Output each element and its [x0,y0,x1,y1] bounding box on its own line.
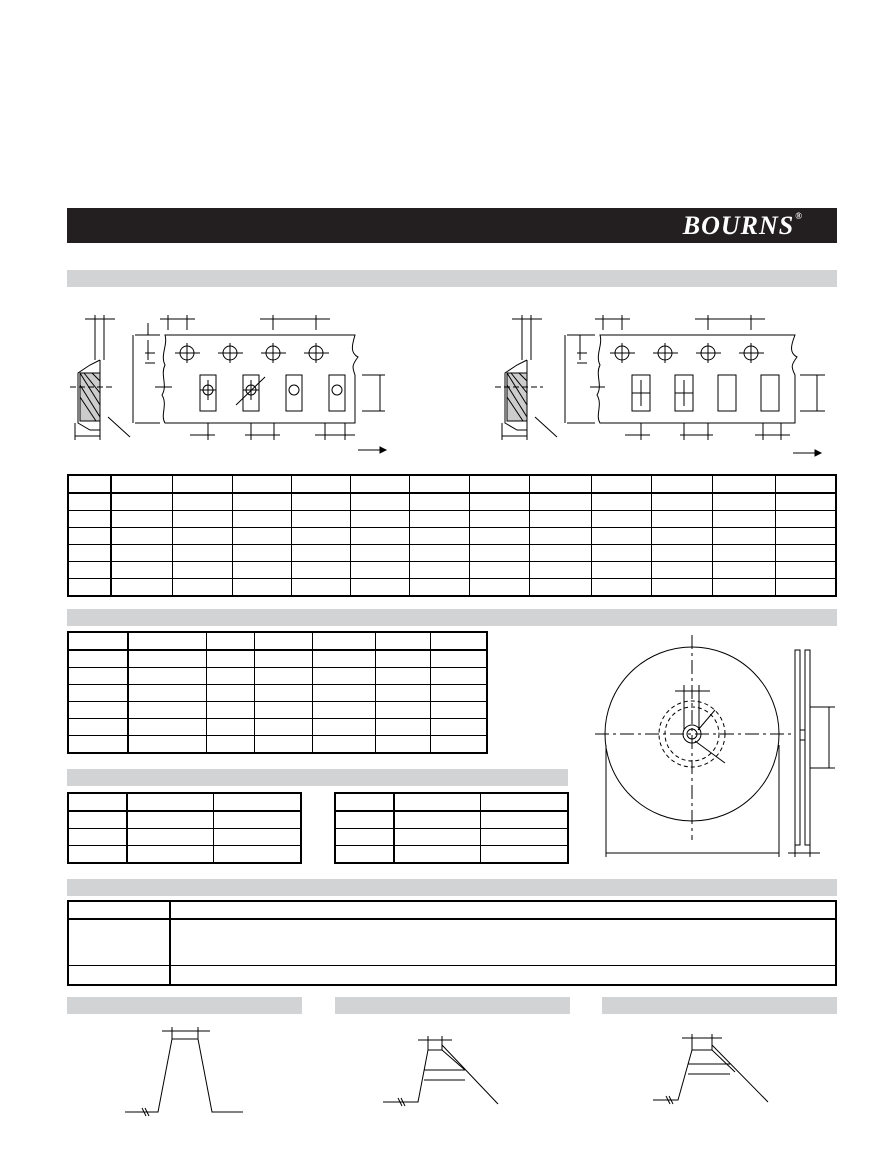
table-row [68,493,836,511]
section-band-profile-3 [602,997,837,1014]
table-row [68,919,836,966]
table-row [68,719,487,736]
table-row [68,811,301,829]
table-row [68,966,836,986]
table-row [68,632,487,650]
table-row [68,668,487,685]
quantity-table-left [67,792,302,864]
registered-mark: ® [795,211,803,221]
logo-text: BOURNS [682,211,795,240]
table-row [68,793,301,811]
table-row [68,511,836,528]
carrier-tape-drawing-right [485,305,835,465]
profile-drawing-3 [650,1030,780,1115]
section-band-notes [67,879,837,896]
section-band-profile-2 [335,997,570,1014]
table-row [335,793,568,811]
table-row [68,829,301,846]
bourns-logo [683,211,803,241]
tape-dimension-table [67,474,837,597]
reel-dimension-table [67,631,488,754]
table-row [68,528,836,545]
notes-table [67,900,837,986]
table-row [68,685,487,702]
profile-drawing-2 [380,1030,510,1115]
section-band-packaging-quantity [67,769,568,786]
table-row [68,650,487,668]
table-row [68,475,836,493]
table-row [68,846,301,864]
section-band-reel-dimensions [67,609,837,626]
table-row [68,545,836,562]
profile-drawing-1 [120,1025,250,1120]
table-row [68,562,836,579]
reel-drawing [595,635,840,860]
quantity-table-right [334,792,569,864]
table-row [68,702,487,719]
table-row [335,811,568,829]
table-row [335,846,568,864]
header-bar [67,208,837,243]
table-row [335,829,568,846]
table-row [68,901,836,919]
table-row [68,736,487,754]
section-band-profile-1 [67,997,302,1014]
section-band-tape-dimensions [67,270,837,287]
table-row [68,579,836,597]
carrier-tape-drawing-left [60,305,400,465]
